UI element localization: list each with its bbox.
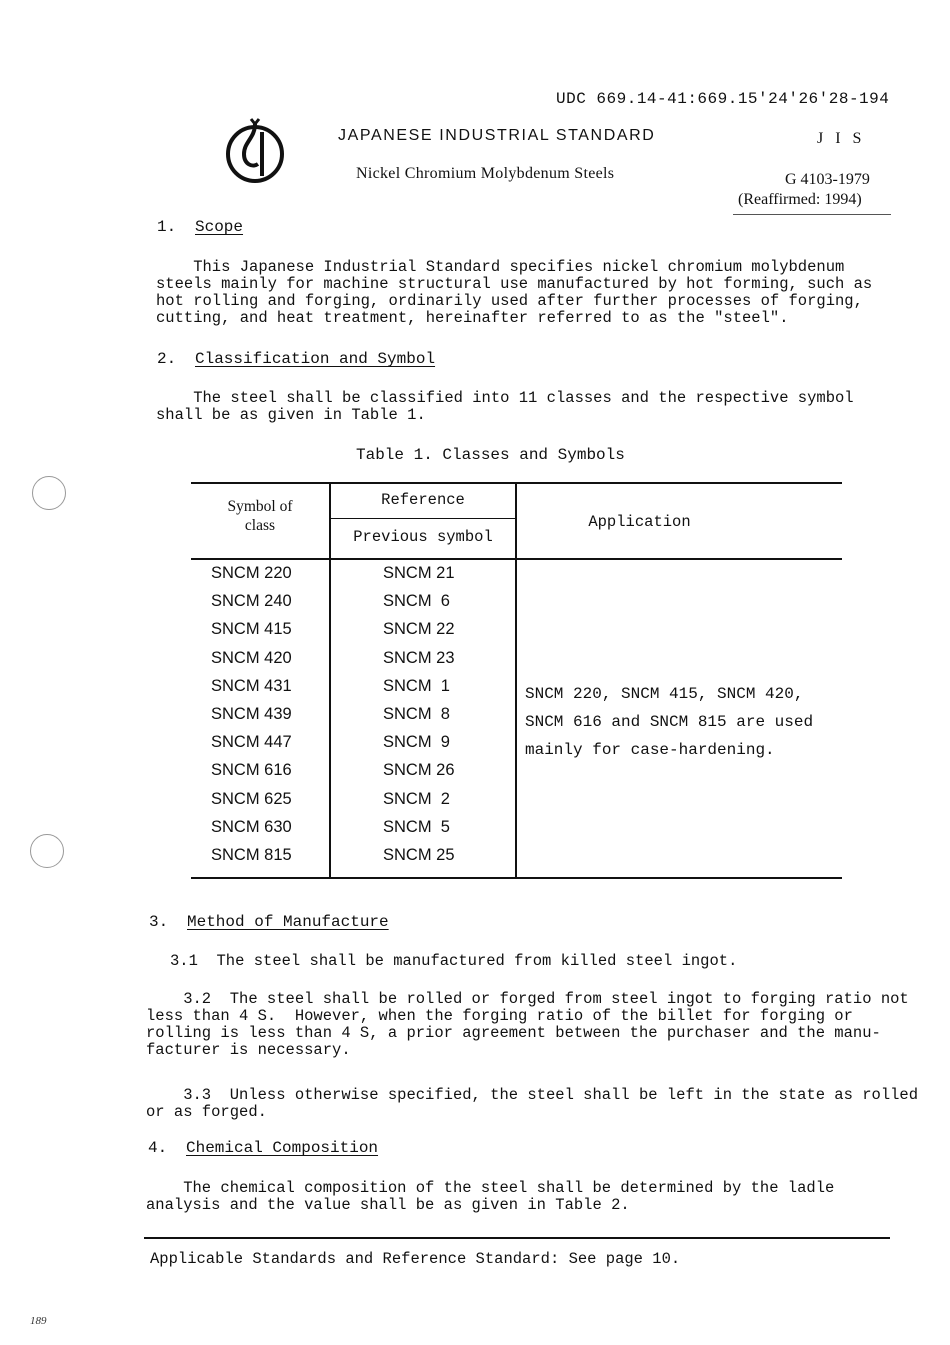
classes-symbols-table — [191, 482, 841, 879]
table-cell-previous-symbol: SNCM 2 — [383, 789, 450, 808]
table-cell-symbol: SNCM 220 — [211, 564, 292, 582]
standard-title: JAPANESE INDUSTRIAL STANDARD — [338, 127, 656, 144]
classification-paragraph: The steel shall be classified into 11 classes and the respective symbol shall be as given in Table 1. — [156, 389, 854, 424]
header-reference: Reference — [381, 491, 465, 509]
table-cell-symbol: SNCM 240 — [211, 592, 292, 611]
table-cell-previous-symbol: SNCM 25 — [383, 846, 455, 864]
jis-label: J I S — [817, 130, 866, 147]
section-title: Scope — [195, 218, 244, 236]
table-cell-symbol: SNCM 420 — [211, 648, 292, 667]
table-cell-previous-symbol: SNCM 9 — [383, 733, 450, 752]
table-cell-previous-symbol: SNCM 22 — [383, 620, 455, 639]
section-heading-chemical — [148, 1139, 378, 1157]
punch-hole — [30, 834, 64, 868]
header-divider — [733, 214, 891, 215]
manufacture-paragraph-3: 3.3 Unless otherwise specified, the steel shall be left in the state as rolled or as forged. — [146, 1086, 919, 1121]
table-cell-previous-symbol: SNCM 5 — [383, 817, 450, 836]
table-cell-symbol: SNCM 625 — [211, 789, 292, 808]
punch-hole — [32, 476, 66, 510]
section-heading-classification — [157, 350, 435, 368]
table-cell-symbol: SNCM 616 — [211, 761, 292, 780]
table-cell-previous-symbol: SNCM 8 — [383, 705, 450, 723]
table-cell-symbol: SNCM 415 — [211, 620, 292, 639]
table-cell-symbol: SNCM 630 — [211, 817, 292, 836]
section-number: 3. — [149, 913, 169, 931]
footer-divider — [144, 1237, 890, 1239]
chemical-paragraph: The chemical composition of the steel shall be determined by the ladle analysis and the value shall be as given in Table 2. — [146, 1179, 835, 1214]
section-number: 1. — [157, 218, 177, 236]
header-previous-symbol: Previous symbol — [353, 528, 493, 546]
section-number: 4. — [148, 1139, 168, 1157]
section-title: Method of Manufacture — [187, 913, 389, 931]
udc-code: UDC 669.14-41:669.15'24'26'28-194 — [556, 90, 890, 108]
manufacture-paragraph-2: 3.2 The steel shall be rolled or forged from steel ingot to forging ratio not less than 4 S. However, when the forging ratio of the billet for forging or rolling is less than 4 S, a prior agreement between the purchaser and the manu- facturer is necessary. — [146, 990, 909, 1059]
footer-note: Applicable Standards and Reference Standard: See page 10. — [150, 1250, 681, 1268]
section-heading-scope — [157, 218, 243, 236]
standard-number: G 4103-1979 — [785, 171, 870, 188]
table-cell-symbol: SNCM 815 — [211, 846, 292, 864]
document-title: Nickel Chromium Molybdenum Steels — [356, 165, 615, 182]
section-number: 2. — [157, 350, 177, 368]
scope-paragraph: This Japanese Industrial Standard specifies nickel chromium molybdenum steels mainly for machine structural use manufactured by hot forming, such as hot rolling and forging, ordinarily used after further processes of forging, cutting, and heat treatment, hereinafter referred to as the "steel". — [156, 258, 873, 327]
section-heading-manufacture — [149, 913, 389, 931]
header-application: Application — [588, 513, 691, 531]
table-cell-symbol: SNCM 439 — [211, 705, 292, 723]
table-cell-symbol: SNCM 447 — [211, 733, 292, 752]
table-cell-previous-symbol: SNCM 21 — [383, 564, 455, 582]
section-title: Chemical Composition — [186, 1139, 379, 1157]
table-cell-previous-symbol: SNCM 23 — [383, 648, 455, 667]
header-symbol-of-class: Symbol of class — [227, 498, 293, 534]
application-text: SNCM 220, SNCM 415, SNCM 420, SNCM 616 and SNCM 815 are used mainly for case-hardening. — [525, 685, 814, 759]
table-cell-symbol: SNCM 431 — [211, 676, 292, 695]
column-divider — [515, 482, 517, 879]
jis-mark-logo — [222, 118, 288, 188]
reaffirmed-date: (Reaffirmed: 1994) — [738, 191, 862, 208]
table-cell-previous-symbol: SNCM 6 — [383, 592, 450, 611]
reference-sub-rule — [331, 518, 516, 519]
table-cell-previous-symbol: SNCM 1 — [383, 676, 450, 695]
section-title: Classification and Symbol — [195, 350, 436, 368]
manufacture-paragraph-1: 3.1 The steel shall be manufactured from killed steel ingot. — [170, 952, 738, 970]
table-cell-previous-symbol: SNCM 26 — [383, 761, 455, 780]
table-caption: Table 1. Classes and Symbols — [356, 446, 625, 464]
page-mark: 189 — [30, 1315, 47, 1327]
